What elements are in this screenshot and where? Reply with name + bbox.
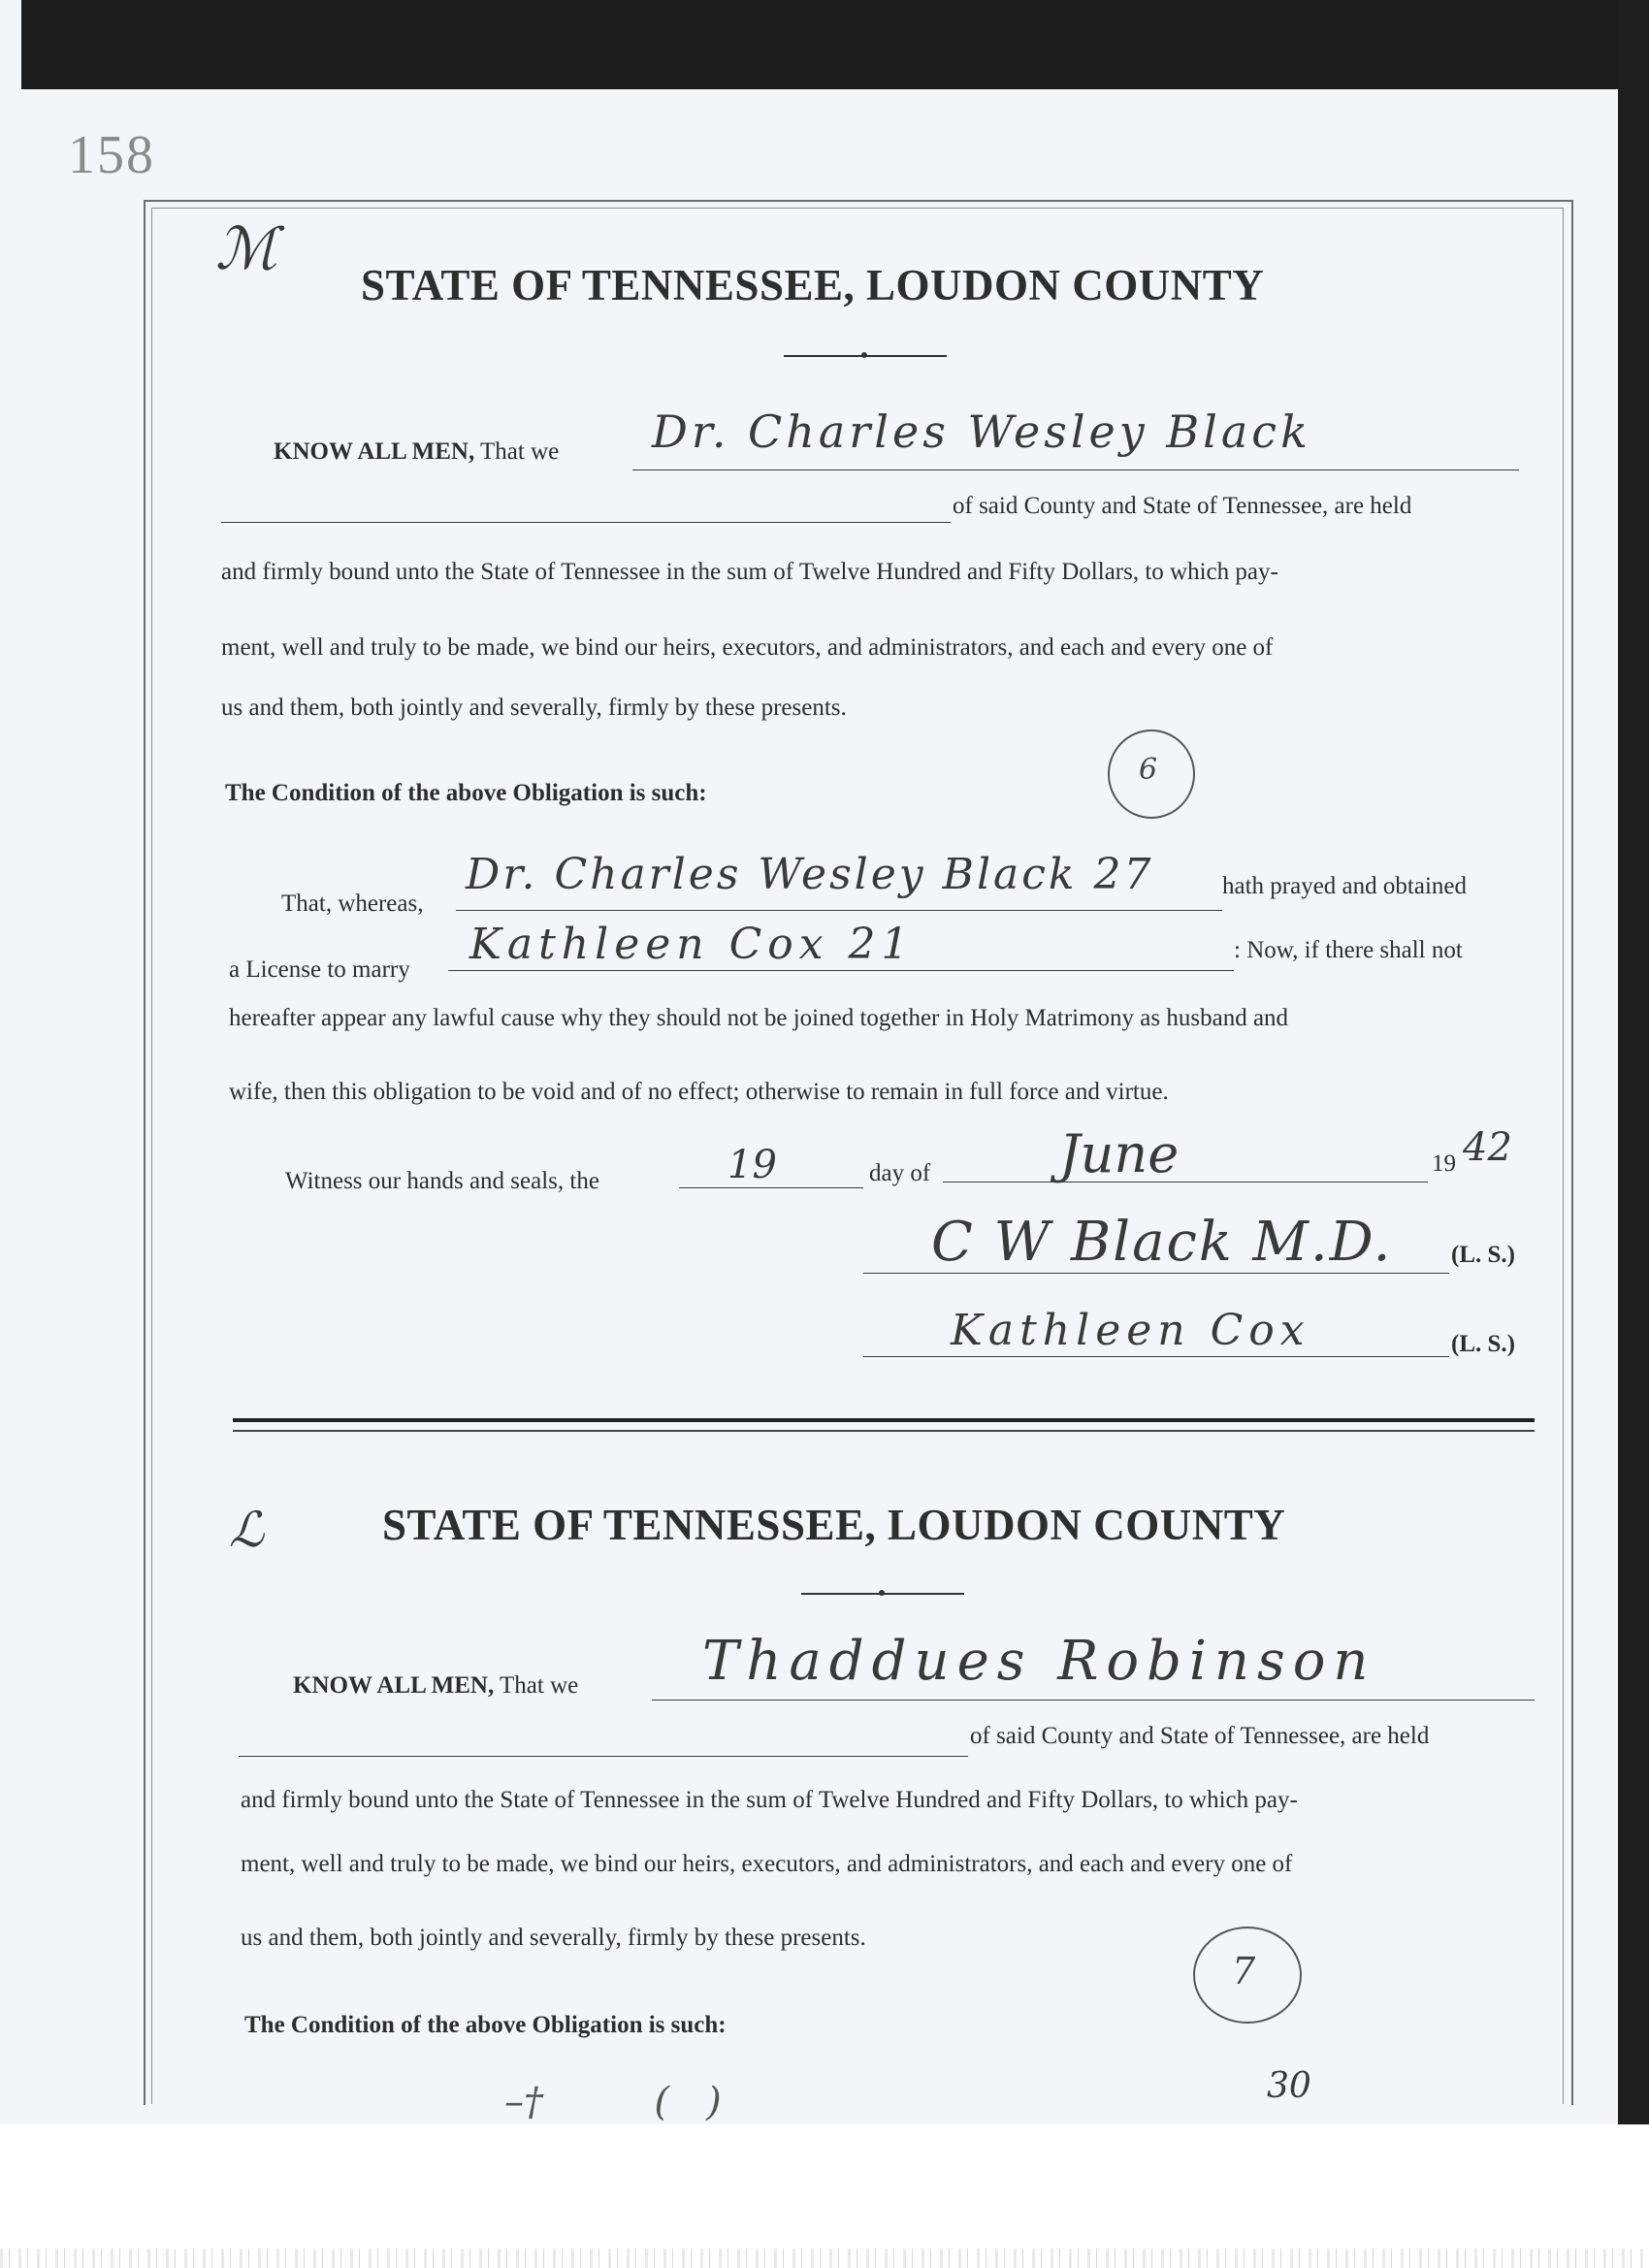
bond-1-that-we: That we	[480, 438, 560, 465]
bond-1-circled-number: 6	[1108, 729, 1195, 819]
bond-2-age: 30	[1267, 2066, 1311, 2106]
bond-1-know-line	[274, 438, 559, 466]
scan-right-edge	[1618, 0, 1649, 2134]
bond-1-body-line-5: wife, then this obligation to be void and of no effect; otherwise to remain in full force and virtue.	[229, 1079, 1169, 1105]
bond-1-hath-prayed: hath prayed and obtained	[1222, 873, 1467, 899]
bond-2-heading: STATE OF TENNESSEE, LOUDON COUNTY	[382, 1501, 1286, 1549]
bond-2-body-line-3: us and them, both jointly and severally, firmly by these presents.	[241, 1925, 866, 1951]
bond-2-that-we: That we	[500, 1672, 579, 1699]
bond-1-obligor-signature: Dr. Charles Wesley Black	[652, 405, 1311, 458]
bond-1-witness-text: Witness our hands and seals, the	[285, 1168, 599, 1194]
bond-1-month-line	[943, 1182, 1428, 1183]
scan-bottom-noise	[0, 2249, 1649, 2268]
bond-1-signature-line-2	[863, 1356, 1449, 1357]
bond-1-year-prefix: 19	[1432, 1150, 1456, 1177]
bond-1-body-line-3: us and them, both jointly and severally, firmly by these presents.	[221, 695, 847, 721]
bond-2-know-line	[293, 1672, 578, 1700]
bond-2-obligor-line-2	[239, 1756, 968, 1757]
bond-1-obligor-line-2	[221, 522, 951, 523]
bond-2-body-line-1: and firmly bound unto the State of Tennessee in the sum of Twelve Hundred and Fifty Dollars, to which pay-	[241, 1787, 1298, 1813]
bond-1-month: June	[1059, 1123, 1180, 1184]
bond-1-applicant-line	[456, 910, 1222, 911]
bond-1-condition-heading: The Condition of the above Obligation is such:	[225, 780, 707, 806]
bond-1-ornament-dot	[861, 352, 867, 358]
bond-1-heading: STATE OF TENNESSEE, LOUDON COUNTY	[361, 261, 1265, 309]
bond-1-ls-1: (L. S.)	[1451, 1242, 1515, 1268]
section-separator-thin	[233, 1430, 1535, 1432]
section-separator-thick	[233, 1418, 1535, 1422]
bond-1-now-if: : Now, if there shall not	[1234, 937, 1463, 963]
bond-1-that-whereas: That, whereas,	[281, 891, 424, 917]
scan-bottom-margin	[0, 2124, 1649, 2268]
bond-2-of-said-county: of said County and State of Tennessee, are held	[970, 1723, 1430, 1749]
bond-1-license-to-marry: a License to marry	[229, 956, 410, 983]
bond-1-day-line	[679, 1187, 863, 1188]
bond-1-day: 19	[728, 1143, 777, 1187]
bond-1-body-line-2: ment, well and truly to be made, we bind our heirs, executors, and administrators, and each and every one of	[221, 634, 1274, 661]
bond-2-circled-number: 7	[1193, 1927, 1302, 2024]
margin-mark: ℳ	[215, 215, 278, 283]
bond-1-year: 42	[1463, 1125, 1512, 1170]
bond-2-know-all-men: KNOW ALL MEN,	[293, 1672, 495, 1699]
bond-2-obligor-signature: Thaddues Robinson	[702, 1630, 1376, 1693]
bond-1-spouse-line	[448, 970, 1234, 971]
bond-2-ornament-dot	[879, 1590, 885, 1596]
bond-1-day-of: day of	[869, 1160, 931, 1186]
margin-mark-2: ℒ	[229, 1502, 265, 1558]
bond-1-know-all-men: KNOW ALL MEN,	[274, 438, 475, 465]
bond-1-applicant-signature: Dr. Charles Wesley Black 27	[466, 850, 1154, 899]
scan-top-edge	[21, 0, 1649, 89]
bond-1-ls-2: (L. S.)	[1451, 1331, 1515, 1357]
bond-1-of-said-county: of said County and State of Tennessee, are held	[953, 493, 1412, 519]
bond-1-body-line-4: hereafter appear any lawful cause why they should not be joined together in Holy Matrimony as husband and	[229, 1005, 1289, 1031]
bond-2-obligor-line	[652, 1700, 1535, 1701]
page-number: 158	[68, 125, 155, 185]
bond-2-condition-heading: The Condition of the above Obligation is such:	[244, 2012, 727, 2038]
bond-1-spouse-signature: Kathleen Cox 21	[469, 920, 915, 969]
bond-2-partial-handwriting: –† ( )	[504, 2080, 722, 2124]
bond-1-signature-2: Kathleen Cox	[951, 1306, 1310, 1355]
bond-1-signature-1: C W Black M.D.	[931, 1211, 1393, 1274]
bond-2-body-line-2: ment, well and truly to be made, we bind our heirs, executors, and administrators, and each and every one of	[241, 1851, 1293, 1877]
bond-1-body-line-1: and firmly bound unto the State of Tennessee in the sum of Twelve Hundred and Fifty Dollars, to which pay-	[221, 559, 1278, 585]
